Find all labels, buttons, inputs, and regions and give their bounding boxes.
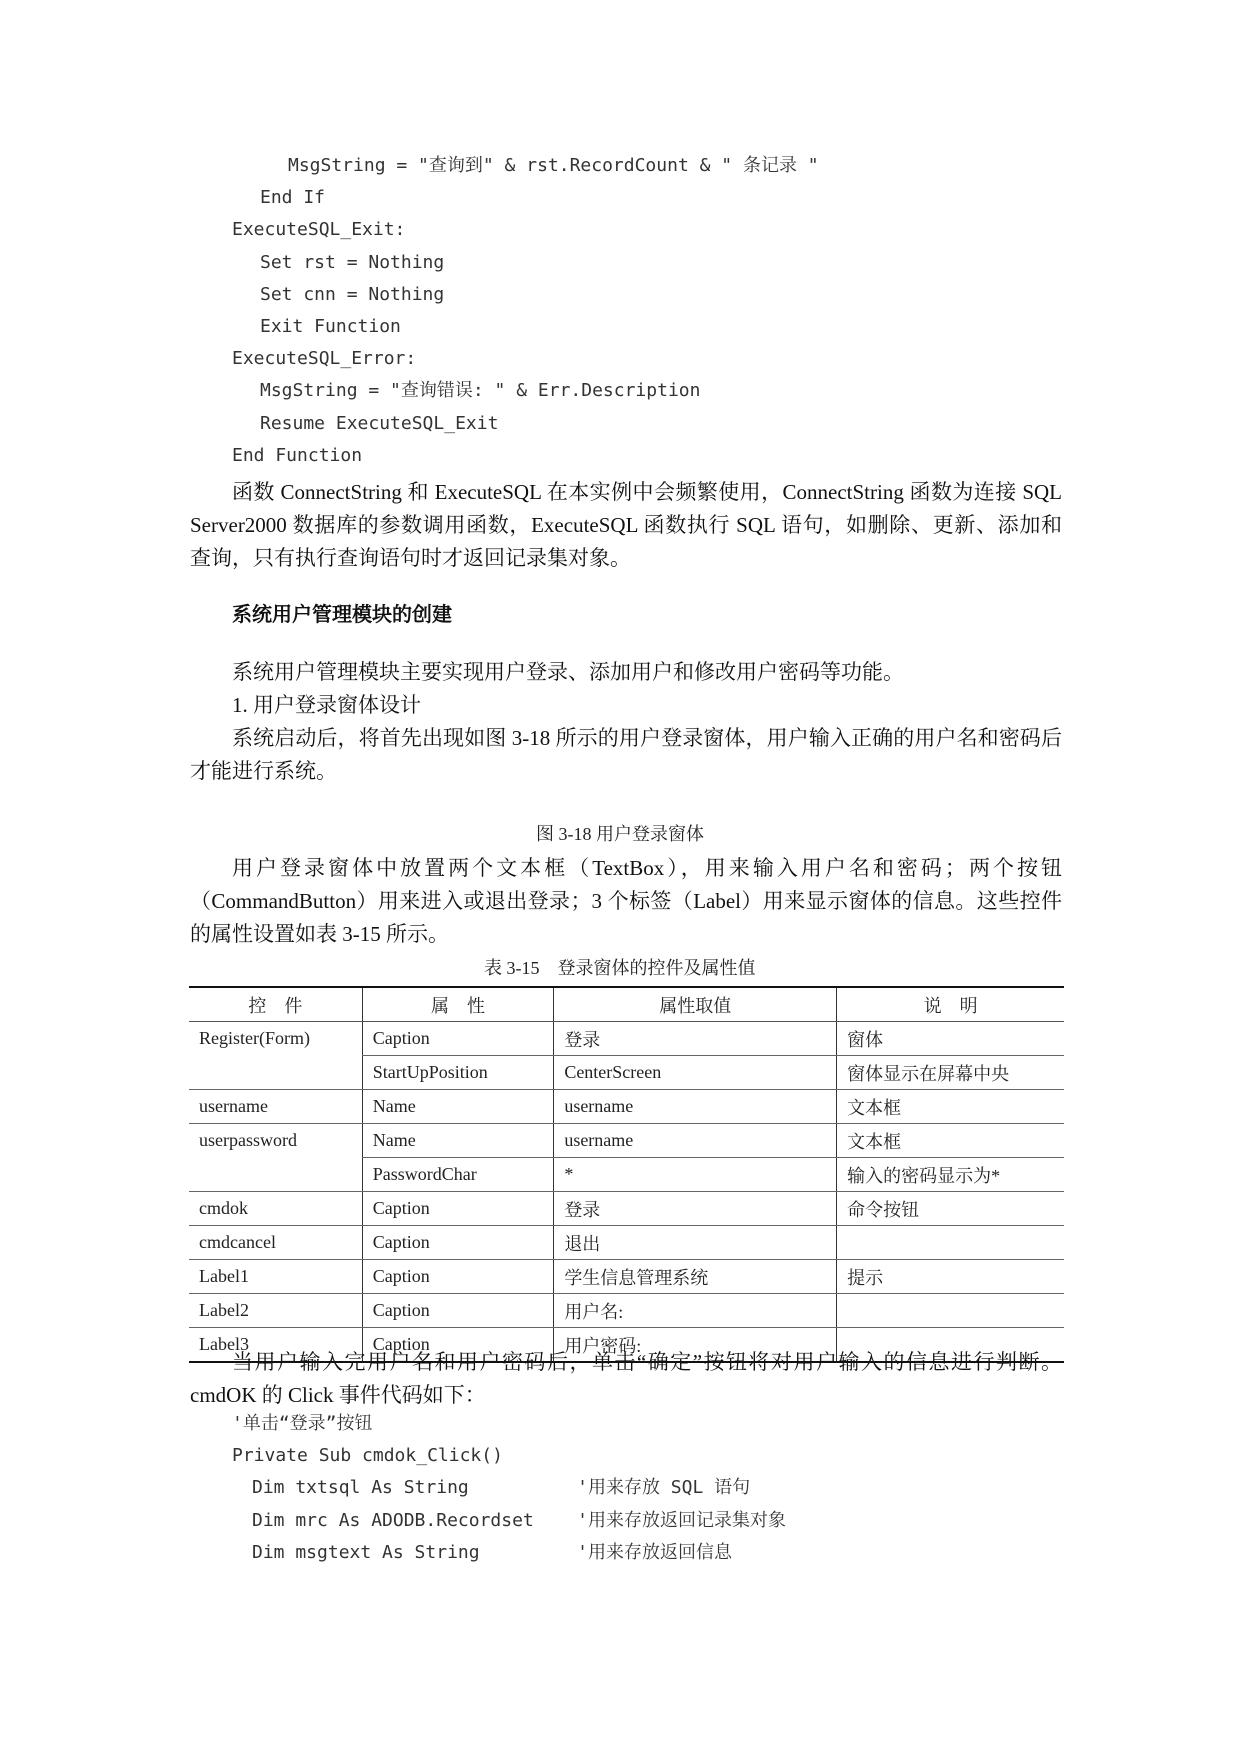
table-cell: StartUpPosition [362,1056,554,1090]
figure-caption: 图 3-18 用户登录窗体 [536,824,704,844]
code-line: ExecuteSQL_Error: [232,348,417,370]
table-cell: Name [362,1124,554,1158]
code-line: ExecuteSQL_Exit: [232,219,406,241]
table-cell: 窗体显示在屏幕中央 [837,1056,1064,1090]
table-cell: Label1 [189,1260,362,1294]
table-row [189,1022,1064,1056]
code-line: Private Sub cmdok_Click() [232,1445,503,1467]
table-cell: Caption [362,1192,554,1226]
paragraph-functions: 函数 ConnectString 和 ExecuteSQL 在本实例中会频繁使用，ConnectString 函数为连接 SQL Server2000 数据库的参数调用函数，ExecuteSQL 函数执行 SQL 语句，如删除、更新、添加和查询，只有执行查询语句时才返回记录集对象。 [190,480,1062,570]
code-line: End Function [232,444,363,466]
table-cell: 学生信息管理系统 [554,1260,837,1294]
table-body [189,1022,1064,1363]
table-cell: PasswordChar [362,1158,554,1192]
table-row [189,1056,1064,1090]
table-cell [837,1294,1064,1328]
properties-table [189,986,1064,1363]
table-row [189,1260,1064,1294]
code-line: Resume ExecuteSQL_Exit [260,412,499,434]
table-cell: cmdcancel [189,1226,362,1260]
table-cell: username [554,1090,837,1124]
code-line: Dim msgtext As String '用来存放返回信息 [252,1541,732,1563]
table-cell: Caption [362,1260,554,1294]
table-cell: Caption [362,1328,554,1363]
table-cell: 用户密码: [554,1328,837,1363]
table-row [189,1090,1064,1124]
header-cell: 属性取值 [554,987,837,1022]
table-cell: 文本框 [837,1124,1064,1158]
table-row [189,1294,1064,1328]
table-cell: Register(Form) [199,1028,310,1049]
table-cell: Label3 [189,1328,362,1363]
table-cell [837,1226,1064,1260]
table-cell: 文本框 [837,1090,1064,1124]
table-cell: 用户名: [554,1294,837,1328]
table-cell: 退出 [554,1226,837,1260]
header-cell: 说 明 [837,987,1064,1022]
table-cell: Label2 [189,1294,362,1328]
header-cell: 属 性 [362,987,554,1022]
table-cell: Caption [362,1226,554,1260]
code-line: Set rst = Nothing [260,251,445,273]
table-cell: * [554,1158,837,1192]
code-line: Set cnn = Nothing [260,283,445,305]
code-line: Exit Function [260,316,401,337]
paragraph-controls: 用户登录窗体中放置两个文本框（TextBox），用来输入用户名和密码；两个按钮（CommandButton）用来进入或退出登录；3 个标签（Label）用来显示窗体的信息。这些控件的属性设置如表 3-15 所示。 [190,856,1062,946]
table-cell: CenterScreen [554,1056,837,1090]
code-line: End If [260,187,326,209]
paragraph-group-intro [190,656,1062,788]
table-cell: username [554,1124,837,1158]
paragraph-login-intro: 系统启动后，将首先出现如图 3-18 所示的用户登录窗体，用户输入正确的用户名和密码后才能进行系统。 [190,726,1062,783]
section-heading: 系统用户管理模块的创建 [232,602,452,626]
table-cell: 命令按钮 [837,1192,1064,1226]
code-line: MsgString = "查询到" & rst.RecordCount & " 条记录 " [288,155,819,176]
table-caption: 表 3-15 登录窗体的控件及属性值 [484,958,756,978]
paragraph-subheading: 1. 用户登录窗体设计 [232,693,421,717]
code-line: MsgString = "查询错误: " & Err.Description [260,380,701,402]
code-line: Dim mrc As ADODB.Recordset '用来存放返回记录集对象 [252,1509,786,1531]
table-cell [189,1158,362,1192]
table-cell: 窗体 [837,1022,1064,1056]
paragraph-click-event: 当用户输入完用户名和用户密码后，单击“确定”按钮将对用户输入的信息进行判断。cmdOK 的 Click 事件代码如下： [190,1350,1062,1407]
header-cell: 控 件 [189,987,362,1022]
table-row [189,1124,1064,1158]
table-header-row [189,987,1064,1022]
code-line: '单击“登录”按钮 [232,1413,373,1434]
table-row [189,1226,1064,1260]
table-cell: 提示 [837,1260,1064,1294]
table-cell: Caption [362,1022,554,1056]
table-cell: username [189,1090,362,1124]
table-cell [189,1056,362,1090]
table-cell: userpassword [199,1130,297,1151]
table-cell: 登录 [554,1022,837,1056]
table-cell: cmdok [189,1192,362,1226]
table-cell: 输入的密码显示为* [837,1158,1064,1192]
table-cell: Name [362,1090,554,1124]
table-row [189,1158,1064,1192]
paragraph-module-intro: 系统用户管理模块主要实现用户登录、添加用户和修改用户密码等功能。 [232,660,904,684]
table-cell: 登录 [554,1192,837,1226]
table-cell: Caption [362,1294,554,1328]
table-row [189,1192,1064,1226]
code-line: Dim txtsql As String '用来存放 SQL 语句 [252,1477,751,1499]
